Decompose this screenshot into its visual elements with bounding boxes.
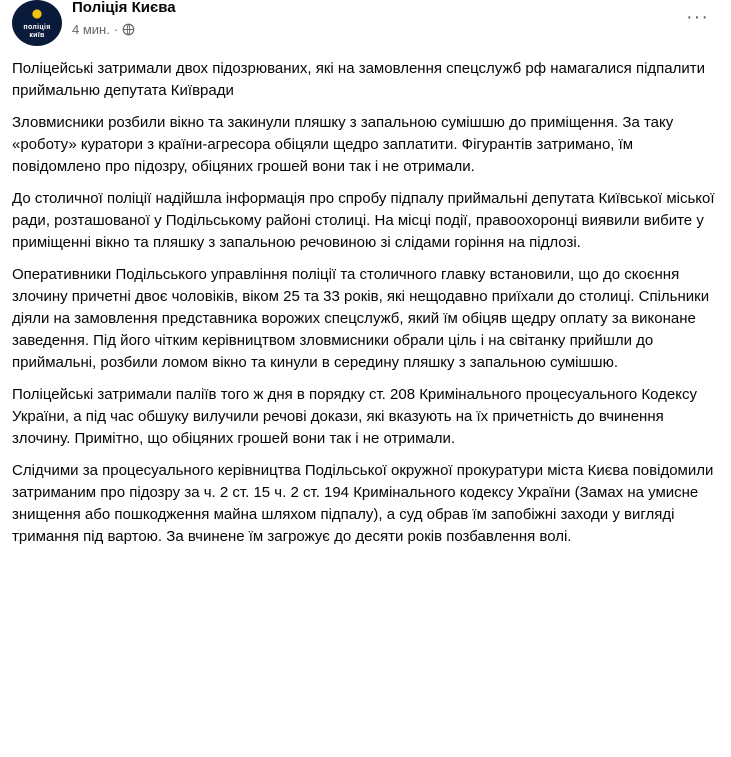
post-timestamp[interactable]: 4 мин. — [72, 22, 110, 37]
post-paragraph-3: До столичної поліції надійшла інформація про спробу підпалу приймальні депутата Київської міської ради, розташованої у Подільському районі столиці. На місці події, правоохоронці виявили вибите у приміщенні вікно та пляшку з запальною речовиною зі слідами горіння на підлозі. — [12, 190, 715, 251]
avatar-text-line2: київ — [29, 32, 45, 39]
post-paragraph-6: Слідчими за процесуального керівництва Подільської окружної прокуратури міста Києва повідомили затриманим про підозру за ч. 2 ст. 15 ч. 2 ст. 194 Кримінального кодексу України (Замах на умисне знищення або пошкодження майна шляхом підпалу), а суд обрав їм запобіжні заходи у вигляді тримання під вартою. За вчинене їм загрожує до десяти років позбавлення волі. — [12, 462, 714, 545]
post-meta — [72, 22, 135, 37]
separator-dot: · — [113, 22, 119, 37]
avatar[interactable] — [12, 0, 62, 46]
page-title[interactable]: Поліція Києва — [72, 0, 176, 16]
avatar-text-line1: поліція — [23, 24, 51, 31]
globe-icon[interactable] — [122, 23, 135, 36]
police-badge-icon — [29, 6, 45, 22]
more-options-icon[interactable]: ··· — [686, 6, 709, 28]
post-paragraph-4: Оперативники Подільського управління поліції та столичного главку встановили, що до скоєння злочину причетні двоє чоловіків, віком 25 та 33 років, які нещодавно приїхали до столиці. Спільники діяли на замовлення представника ворожих спецслужб, який їм обіцяв щедру оплату за виконане заведення. Під його чітким керівництвом зловмисники обрали ціль і на світанку прийшли до приймальні, розбили ломом вікно та кинули в середину пляшку з запальною сумішшю. — [12, 266, 710, 371]
post-body — [12, 58, 724, 558]
post-paragraph-5: Поліцейські затримали паліїв того ж дня в порядку ст. 208 Кримінального процесуального Кодексу України, а під час обшуку вилучили речові докази, які вказують на їх причетність до вчинення злочину. Примітно, що обіцяних грошей вони так і не отримали. — [12, 386, 697, 447]
post-paragraph-2: Зловмисники розбили вікно та закинули пляшку з запальною сумішшю до приміщення. За таку «роботу» куратори з країни-агресора обіцяли щедро заплатити. Фігурантів затримано, їм повідомлено про підозру, обіцяних грошей вони так і не отримали. — [12, 114, 674, 175]
post-header — [12, 0, 719, 52]
post-paragraph-1: Поліцейські затримали двох підозрюваних, які на замовлення спецслужб рф намагалися підпалити приймальню депутата Київради — [12, 60, 706, 99]
